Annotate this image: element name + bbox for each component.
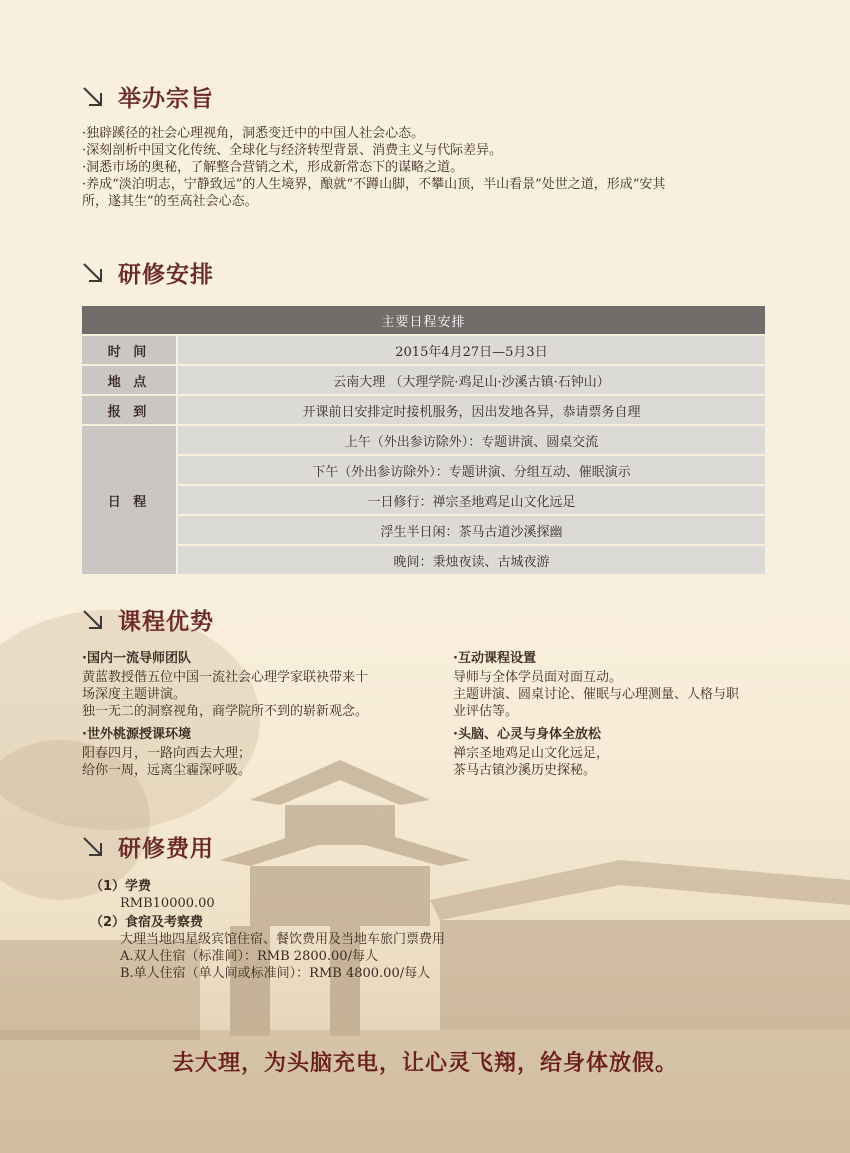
fee-heading: （1）学费 — [90, 879, 152, 894]
advantage-heading: ·互动课程设置 — [453, 651, 536, 666]
section-title: 举办宗旨 — [118, 85, 214, 112]
row-value: 一日修行：禅宗圣地鸡足山文化远足 — [176, 486, 765, 514]
list-item: 所，遂其生”的至高社会心态。 — [82, 194, 258, 209]
list-item: ·深刻剖析中国文化传统、全球化与经济转型背景、消费主义与代际差异。 — [82, 143, 503, 158]
row-key: 日 程 — [82, 426, 176, 574]
row-value: 晚间：秉烛夜读、古城夜游 — [176, 546, 765, 574]
advantage-heading: ·国内一流导师团队 — [82, 651, 191, 666]
row-value: 开课前日安排定时接机服务，因出发地各异，恭请票务自理 — [176, 396, 765, 424]
list-item: ·洞悉市场的奥秘，了解整合营销之术，形成新常态下的谋略之道。 — [82, 160, 464, 175]
advantages-left-column — [82, 650, 422, 779]
schedule-table — [82, 304, 765, 576]
advantage-text: 业评估等。 — [453, 704, 519, 719]
section-heading-purpose — [82, 80, 214, 113]
list-item: ·养成“淡泊明志，宁静致远”的人生境界，酿就“不蹲山脚，不攀山顶，半山看景”处世之道，形成“安其 — [82, 177, 666, 192]
row-value: 下午（外出参访除外）：专题讲演、分组互动、催眠演示 — [176, 456, 765, 484]
advantage-text: 茶马古镇沙溪历史探秘。 — [453, 763, 597, 778]
advantages-right-column — [453, 650, 783, 779]
row-key: 地 点 — [82, 366, 176, 394]
table-row — [82, 426, 765, 454]
down-right-arrow-icon — [82, 86, 104, 108]
table-row — [82, 366, 765, 394]
advantage-text: 给你一周，远离尘霾深呼吸。 — [82, 763, 252, 778]
table-header: 主要日程安排 — [82, 306, 765, 334]
fees-details — [90, 878, 445, 982]
fee-value: 大理当地四星级宾馆住宿、餐饮费用及当地车旅门票费用 — [120, 932, 446, 947]
section-heading-fees — [82, 830, 214, 863]
section-heading-arrangement — [82, 256, 214, 289]
section-heading-advantages — [82, 603, 214, 636]
section-title: 研修安排 — [118, 261, 214, 288]
fee-heading: （2）食宿及考察费 — [90, 915, 204, 930]
row-value: 2015年4月27日—5月3日 — [176, 336, 765, 364]
advantage-heading: ·头脑、心灵与身体全放松 — [453, 727, 601, 742]
advantage-text: 导师与全体学员面对面互动。 — [453, 670, 623, 685]
row-key: 时 间 — [82, 336, 176, 364]
section-title: 研修费用 — [118, 835, 214, 862]
row-key: 报 到 — [82, 396, 176, 424]
row-value: 浮生半日闲：茶马古道沙溪探幽 — [176, 516, 765, 544]
table-row — [82, 516, 765, 544]
down-right-arrow-icon — [82, 836, 104, 858]
fee-value: A.双人住宿（标准间）：RMB 2800.00/每人 — [120, 949, 378, 964]
advantage-text: 禅宗圣地鸡足山文化远足， — [453, 746, 610, 761]
fee-value: B.单人住宿（单人间或标准间）：RMB 4800.00/每人 — [120, 966, 431, 981]
table-row — [82, 396, 765, 424]
purpose-bullets — [82, 125, 782, 210]
table-row — [82, 546, 765, 574]
table-row — [82, 336, 765, 364]
advantage-text: 阳春四月，一路向西去大理； — [82, 746, 252, 761]
slogan: 去大理，为头脑充电，让心灵飞翔，给身体放假。 — [171, 1050, 678, 1076]
section-title: 课程优势 — [118, 608, 214, 635]
down-right-arrow-icon — [82, 609, 104, 631]
table-row — [82, 486, 765, 514]
advantage-text: 黄蓝教授偕五位中国一流社会心理学家联袂带来十 — [82, 670, 369, 685]
row-value: 云南大理 （大理学院·鸡足山·沙溪古镇·石钟山） — [176, 366, 765, 394]
row-value: 上午（外出参访除外）：专题讲演、圆桌交流 — [176, 426, 765, 454]
advantage-text: 主题讲演、圆桌讨论、催眠与心理测量、人格与职 — [453, 687, 740, 702]
fee-value: RMB10000.00 — [120, 896, 215, 911]
advantage-heading: ·世外桃源授课环境 — [82, 727, 191, 742]
table-row — [82, 456, 765, 484]
advantage-text: 场深度主题讲演。 — [82, 687, 187, 702]
list-item: ·独辟蹊径的社会心理视角，洞悉变迁中的中国人社会心态。 — [82, 126, 425, 141]
down-right-arrow-icon — [82, 262, 104, 284]
advantage-text: 独一无二的洞察视角，商学院所不到的崭新观念。 — [82, 704, 369, 719]
